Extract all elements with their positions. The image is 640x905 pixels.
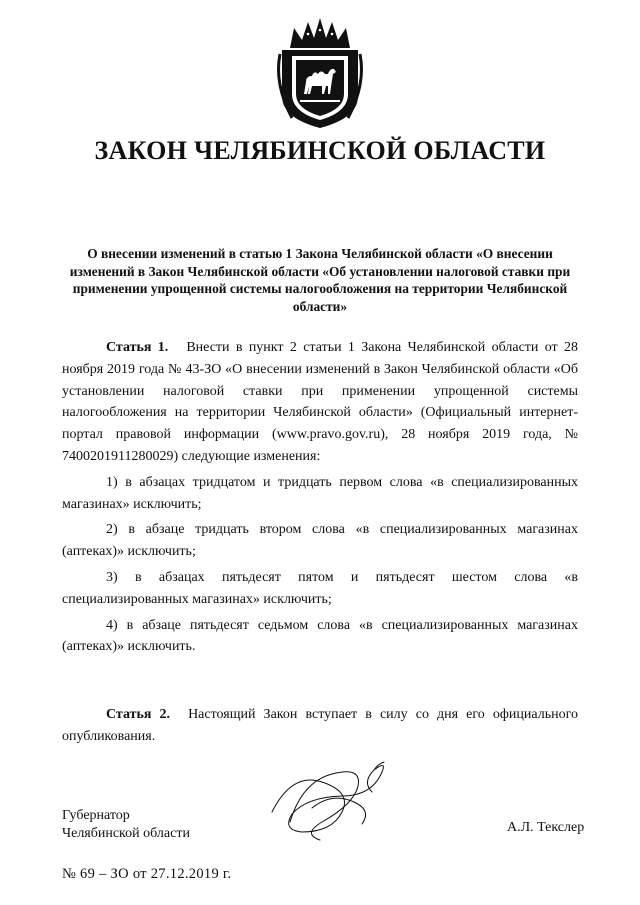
list-item: 4) в абзаце пятьдесят седьмом слова «в специализированных магазинах (аптеках)» исключить. (62, 617, 578, 655)
handwritten-signature (262, 752, 412, 848)
article-2-label: Статья 2. (106, 707, 171, 722)
list-item: 3) в абзацах пятьдесят пятом и пятьдесят шестом слова «в специализированных магазинах» исключить; (62, 569, 578, 607)
law-number: № 69 – ЗО от 27.12.2019 г. (62, 866, 232, 882)
amendment-list (62, 472, 578, 658)
article-1-intro: Статья 1. Внести в пункт 2 статьи 1 Закона Челябинской области от 28 ноября 2019 года № 43-ЗО «О внесении изменений в Закон Челябинской области «Об установлении налоговой ставки при применении упрощенной системы налогообложения на территории Челябинской области» (Официальный интернет-портал правовой информации (www.pravo.gov.ru), 28 ноября 2019 года, № 7400201911280029) следующие изменения: (62, 340, 579, 464)
chelyabinsk-coat-of-arms-icon (270, 14, 370, 130)
article-2-text: Настоящий Закон вступает в силу со дня его официального опубликования. (62, 707, 578, 744)
article-1 (62, 337, 578, 658)
article-2 (62, 704, 578, 748)
governor-title: Губернатор Челябинской области (62, 808, 190, 841)
document-title: ЗАКОН ЧЕЛЯБИНСКОЙ ОБЛАСТИ (94, 136, 546, 165)
article-1-label: Статья 1. (106, 340, 169, 355)
list-item: 2) в абзаце тридцать втором слова «в специализированных магазинах (аптеках)» исключить; (62, 522, 578, 560)
list-item: 1) в абзацах тридцатом и тридцать первом слова «в специализированных магазинах» исключить; (62, 474, 578, 512)
governor-name: А.Л. Текслер (507, 820, 585, 835)
law-subject: О внесении изменений в статью 1 Закона Челябинской области «О внесении изменений в Закон Челябинской области «Об установлении налоговой ставки при применении упрощенной системы налогообложения на территории Челябинской области» (69, 246, 571, 314)
